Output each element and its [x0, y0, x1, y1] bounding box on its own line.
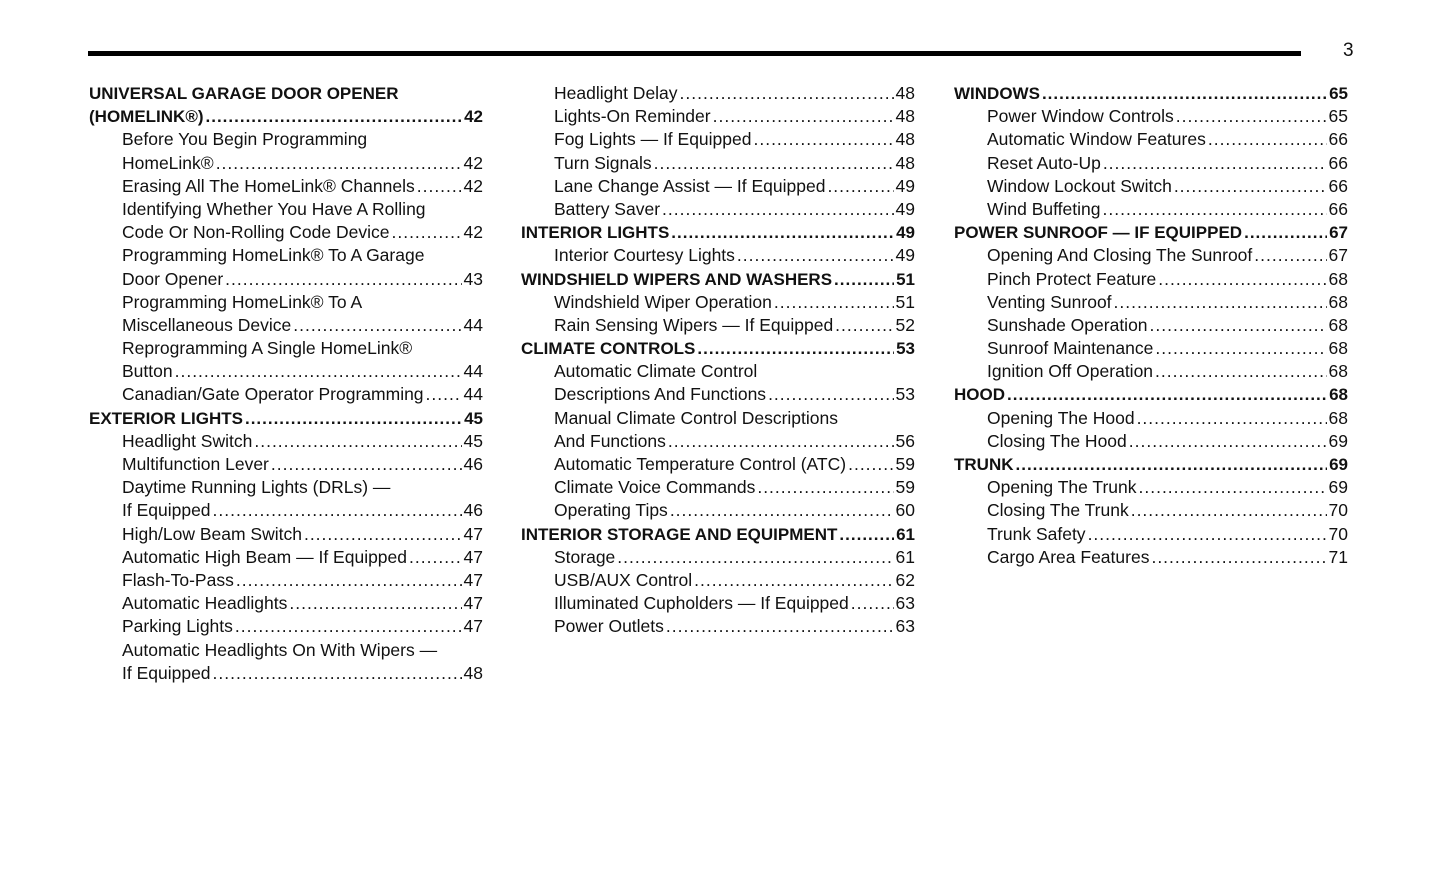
dot-leader	[1244, 221, 1327, 244]
dot-leader	[304, 523, 462, 546]
toc-entry-title: Headlight Switch	[122, 430, 253, 451]
toc-entry-line: Programming HomeLink® To A	[122, 291, 363, 312]
toc-section-entry[interactable]	[954, 82, 1348, 105]
toc-entry-title: INTERIOR STORAGE AND EQUIPMENT	[521, 524, 838, 544]
dot-leader	[213, 662, 462, 685]
toc-page-number: 45	[463, 430, 483, 451]
toc-page-number: 68	[1328, 268, 1348, 289]
toc-page-number: 47	[463, 523, 483, 544]
toc-page-number: 51	[895, 291, 915, 312]
toc-section-heading: UNIVERSAL GARAGE DOOR OPENER	[89, 84, 399, 103]
toc-page-number: 65	[1329, 84, 1348, 103]
toc-page-number: 48	[895, 83, 915, 103]
toc-entry-title: Windshield Wiper Operation	[554, 291, 772, 312]
toc-entry-title: Erasing All The HomeLink® Channels	[122, 175, 415, 196]
dot-leader	[671, 221, 894, 244]
toc-entry-title: Multifunction Lever	[122, 454, 269, 474]
toc-entry[interactable]	[89, 268, 483, 291]
toc-page-number: 45	[464, 408, 483, 428]
toc-section-entry[interactable]	[89, 407, 483, 430]
toc-page-number: 48	[895, 152, 915, 173]
toc-entry-title: Canadian/Gate Operator Programming	[122, 384, 424, 405]
toc-entry-title: TRUNK	[954, 455, 1014, 474]
toc-page-number: 68	[1328, 338, 1348, 359]
dot-leader	[236, 569, 462, 592]
toc-page-number: 59	[895, 477, 915, 498]
toc-page-number: 47	[463, 546, 483, 567]
toc-page-number: 42	[463, 222, 483, 243]
dot-leader	[409, 546, 462, 569]
toc-entry-title: Miscellaneous Device	[122, 314, 292, 335]
toc-page-number: 68	[1328, 291, 1348, 312]
toc-entry-title: Pinch Protect Feature	[987, 268, 1157, 289]
toc-page-number: 68	[1329, 385, 1348, 405]
toc-entry-title: Ignition Off Operation	[987, 361, 1154, 382]
dot-leader	[848, 453, 893, 476]
toc-entry[interactable]	[521, 198, 915, 221]
toc-entry[interactable]	[521, 383, 915, 406]
toc-entry-line: Before You Begin Programming	[122, 129, 368, 150]
dot-leader	[417, 175, 462, 198]
toc-entry[interactable]	[89, 175, 483, 198]
toc-section-entry[interactable]	[954, 453, 1348, 476]
toc-entry-title: Power Window Controls	[987, 106, 1174, 127]
toc-entry[interactable]	[521, 499, 915, 522]
toc-entry-title: Window Lockout Switch	[987, 175, 1172, 196]
toc-entry[interactable]	[89, 360, 483, 383]
toc-entry-title: Storage	[554, 546, 616, 567]
toc-section-entry[interactable]	[89, 105, 483, 128]
dot-leader	[1151, 546, 1326, 569]
toc-entry[interactable]	[521, 569, 915, 592]
toc-page-number: 48	[895, 129, 915, 150]
dot-leader	[1139, 476, 1327, 499]
toc-entry-title: Automatic Temperature Control (ATC)	[554, 454, 847, 474]
dot-leader	[1158, 268, 1326, 291]
toc-page-number: 47	[463, 593, 483, 614]
toc-entry[interactable]	[521, 592, 915, 615]
toc-page-number: 61	[896, 524, 915, 544]
toc-entry[interactable]	[521, 314, 915, 337]
dot-leader	[662, 198, 894, 221]
dot-leader	[289, 592, 461, 615]
dot-leader	[235, 615, 462, 638]
dot-leader	[1155, 337, 1326, 360]
toc-entry[interactable]	[954, 198, 1348, 221]
toc-entry-line: Reprogramming A Single HomeLink®	[122, 338, 413, 359]
toc-entry-title: Sunroof Maintenance	[987, 338, 1154, 359]
dot-leader	[851, 592, 894, 615]
dot-leader	[670, 499, 894, 522]
dot-leader	[1088, 523, 1327, 546]
toc-page-number: 70	[1328, 523, 1348, 544]
toc-entry-title: Closing The Trunk	[987, 500, 1129, 521]
toc-page-number: 47	[463, 569, 483, 590]
dot-leader	[1007, 383, 1327, 406]
toc-entry-title: Door Opener	[122, 268, 224, 289]
dot-leader	[1137, 407, 1327, 430]
dot-leader	[827, 175, 893, 198]
toc-entry-title: Wind Buffeting	[987, 198, 1101, 219]
dot-leader	[1155, 360, 1327, 383]
dot-leader	[1129, 430, 1327, 453]
toc-entry-title: Reset Auto-Up	[987, 152, 1101, 173]
toc-entry-title: Turn Signals	[554, 152, 652, 173]
toc-page-number: 66	[1328, 198, 1348, 219]
dot-leader	[1114, 291, 1327, 314]
toc-column-1	[89, 82, 483, 685]
dot-leader	[668, 430, 894, 453]
toc-entry[interactable]	[89, 314, 483, 337]
toc-section-entry[interactable]	[521, 221, 915, 244]
toc-entry[interactable]	[521, 291, 915, 314]
toc-entry[interactable]	[521, 430, 915, 453]
toc-entry-title: Operating Tips	[554, 500, 668, 521]
toc-page-number: 47	[463, 616, 483, 637]
toc-entry[interactable]	[89, 152, 483, 175]
toc-entry[interactable]	[954, 105, 1348, 128]
toc-entry-title: If Equipped	[122, 662, 211, 683]
toc-entry[interactable]	[89, 499, 483, 522]
toc-entry[interactable]	[954, 175, 1348, 198]
toc-entry-title: Descriptions And Functions	[554, 384, 767, 405]
toc-entry[interactable]	[521, 546, 915, 569]
toc-entry[interactable]	[954, 407, 1348, 430]
toc-entry[interactable]	[954, 476, 1348, 499]
dot-leader	[1016, 453, 1328, 476]
toc-entry-title: EXTERIOR LIGHTS	[89, 408, 243, 428]
toc-entry-title: Lane Change Assist — If Equipped	[554, 175, 826, 196]
toc-entry[interactable]	[521, 128, 915, 151]
toc-page-number: 44	[463, 314, 483, 335]
dot-leader	[271, 453, 462, 476]
page-number: 3	[1343, 40, 1354, 61]
toc-page-number: 68	[1328, 361, 1348, 382]
toc-page-number: 69	[1329, 455, 1348, 474]
toc-entry-title: WINDOWS	[954, 84, 1040, 103]
toc-entry[interactable]	[89, 523, 483, 546]
toc-entry[interactable]	[89, 546, 483, 569]
toc-page-number: 53	[896, 339, 915, 359]
toc-entry[interactable]	[954, 244, 1348, 267]
toc-entry-title: Sunshade Operation	[987, 314, 1148, 335]
toc-page-number: 66	[1328, 129, 1348, 150]
toc-entry[interactable]	[89, 221, 483, 244]
toc-entry-title: Cargo Area Features	[987, 546, 1150, 567]
toc-entry-title: HOOD	[954, 385, 1005, 405]
toc-entry[interactable]	[89, 453, 483, 476]
toc-entry[interactable]	[521, 82, 915, 105]
dot-leader	[1103, 152, 1327, 175]
dot-leader	[206, 105, 463, 128]
dot-leader	[391, 221, 461, 244]
dot-leader	[175, 360, 462, 383]
toc-page-number: 66	[1328, 152, 1348, 173]
toc-entry-title: Opening The Hood	[987, 407, 1135, 428]
toc-page-number: 42	[463, 152, 483, 173]
toc-entry[interactable]	[89, 592, 483, 615]
toc-page-number: 67	[1328, 245, 1348, 266]
dot-leader	[426, 383, 462, 406]
toc-entry-title: (HOMELINK®)	[89, 107, 204, 127]
toc-entry-line: Programming HomeLink® To A Garage	[122, 245, 425, 266]
toc-entry-line: Automatic Headlights On With Wipers —	[122, 639, 438, 660]
dot-leader	[1150, 314, 1327, 337]
toc-column-3	[954, 82, 1348, 569]
toc-entry[interactable]	[954, 523, 1348, 546]
toc-entry[interactable]	[89, 615, 483, 638]
toc-page-number: 67	[1329, 223, 1348, 243]
toc-entry-line: Manual Climate Control Descriptions	[554, 407, 838, 428]
toc-entry-title: INTERIOR LIGHTS	[521, 223, 670, 243]
toc-entry-title: If Equipped	[122, 500, 211, 521]
dot-leader	[834, 268, 894, 291]
dot-leader	[835, 314, 893, 337]
toc-page-number: 71	[1328, 546, 1348, 567]
toc-page-number: 49	[895, 198, 915, 219]
dot-leader	[617, 546, 893, 569]
toc-page-number: 69	[1328, 477, 1348, 498]
toc-entry-title: POWER SUNROOF — IF EQUIPPED	[954, 223, 1243, 243]
toc-page-number: 49	[895, 175, 915, 196]
toc-page-number: 48	[463, 662, 483, 683]
toc-section-entry[interactable]	[954, 221, 1348, 244]
toc-page-number: 43	[463, 268, 483, 289]
dot-leader	[293, 314, 461, 337]
header-rule	[88, 51, 1301, 56]
dot-leader	[1174, 175, 1327, 198]
toc-entry[interactable]	[954, 268, 1348, 291]
toc-entry-title: Automatic High Beam — If Equipped	[122, 546, 408, 567]
toc-page-number: 65	[1328, 106, 1348, 127]
toc-entry-title: Climate Voice Commands	[554, 477, 756, 498]
toc-section-entry[interactable]	[954, 383, 1348, 406]
toc-entry[interactable]	[954, 337, 1348, 360]
toc-entry-title: WINDSHIELD WIPERS AND WASHERS	[521, 269, 833, 289]
toc-page-number: 68	[1328, 407, 1348, 428]
toc-entry-title: Venting Sunroof	[987, 291, 1112, 312]
toc-page-number: 52	[895, 314, 915, 335]
toc-entry-title: Battery Saver	[554, 198, 661, 219]
toc-entry[interactable]	[521, 453, 915, 476]
toc-entry-title: Opening And Closing The Sunroof	[987, 245, 1253, 266]
toc-entry-title: Interior Courtesy Lights	[554, 245, 735, 266]
toc-entry-title: Illuminated Cupholders — If Equipped	[554, 593, 849, 614]
toc-page-number: 63	[895, 616, 915, 637]
toc-entry-title: Parking Lights	[122, 616, 233, 637]
toc-entry[interactable]	[89, 662, 483, 685]
dot-leader	[1131, 499, 1327, 522]
toc-entry[interactable]	[954, 291, 1348, 314]
toc-entry-title: Rain Sensing Wipers — If Equipped	[554, 314, 834, 335]
toc-entry[interactable]	[954, 128, 1348, 151]
toc-entry-title: Headlight Delay	[554, 83, 678, 103]
dot-leader	[774, 291, 894, 314]
toc-page-number: 56	[895, 430, 915, 451]
toc-entry-title: CLIMATE CONTROLS	[521, 339, 696, 359]
toc-entry[interactable]	[521, 105, 915, 128]
toc-page-number: 69	[1328, 430, 1348, 451]
toc-entry-title: Automatic Window Features	[987, 129, 1206, 150]
dot-leader	[737, 244, 894, 267]
toc-page-number: 68	[1328, 314, 1348, 335]
dot-leader	[694, 569, 893, 592]
dot-leader	[697, 337, 894, 360]
toc-page-number: 46	[463, 500, 483, 521]
toc-entry-title: High/Low Beam Switch	[122, 523, 302, 544]
dot-leader	[225, 268, 461, 291]
dot-leader	[1208, 128, 1327, 151]
toc-entry-title: Fog Lights — If Equipped	[554, 129, 752, 150]
toc-page-number: 49	[896, 223, 915, 243]
toc-section-entry[interactable]	[521, 523, 915, 546]
toc-entry-title: Opening The Trunk	[987, 477, 1137, 498]
toc-page-number: 61	[895, 546, 915, 567]
toc-entry[interactable]	[89, 430, 483, 453]
toc-entry-title: HomeLink®	[122, 152, 214, 173]
toc-entry[interactable]	[954, 546, 1348, 569]
dot-leader	[680, 82, 894, 105]
dot-leader	[713, 105, 894, 128]
dot-leader	[757, 476, 893, 499]
toc-entry-title: Lights-On Reminder	[554, 106, 711, 127]
toc-page-number: 70	[1328, 500, 1348, 521]
toc-entry-title: Button	[122, 361, 173, 382]
toc-page-number: 59	[895, 454, 915, 474]
toc-entry[interactable]	[521, 476, 915, 499]
toc-column-2	[521, 82, 915, 639]
dot-leader	[768, 383, 893, 406]
toc-entry-title: USB/AUX Control	[554, 569, 693, 590]
toc-entry[interactable]	[954, 152, 1348, 175]
toc-entry-line: Daytime Running Lights (DRLs) —	[122, 477, 391, 498]
toc-page-number: 42	[463, 175, 483, 196]
toc-entry[interactable]	[954, 360, 1348, 383]
toc-page-number: 48	[895, 106, 915, 127]
dot-leader	[245, 407, 462, 430]
toc-page-number: 44	[463, 384, 483, 405]
toc-entry[interactable]	[521, 175, 915, 198]
toc-page-number: 44	[463, 361, 483, 382]
toc-entry[interactable]	[954, 499, 1348, 522]
toc-section-entry[interactable]	[521, 337, 915, 360]
toc-entry[interactable]	[954, 314, 1348, 337]
toc-page-number: 42	[464, 107, 483, 127]
dot-leader	[654, 152, 894, 175]
toc-entry[interactable]	[89, 569, 483, 592]
toc-page-number: 63	[895, 593, 915, 614]
toc-page-number: 53	[895, 384, 915, 405]
dot-leader	[216, 152, 462, 175]
dot-leader	[753, 128, 893, 151]
toc-page-number: 49	[895, 245, 915, 266]
toc-entry-title: And Functions	[554, 430, 666, 451]
toc-entry[interactable]	[521, 615, 915, 638]
toc-entry-title: Power Outlets	[554, 616, 664, 637]
toc-entry[interactable]	[954, 430, 1348, 453]
dot-leader	[1042, 82, 1327, 105]
dot-leader	[666, 615, 894, 638]
toc-section-entry[interactable]	[521, 268, 915, 291]
toc-entry-title: Closing The Hood	[987, 430, 1127, 451]
toc-entry[interactable]	[521, 152, 915, 175]
toc-entry-title: Trunk Safety	[987, 523, 1086, 544]
toc-page-number: 46	[463, 454, 483, 474]
dot-leader	[1176, 105, 1327, 128]
toc-page-number: 51	[896, 269, 915, 289]
dot-leader	[254, 430, 461, 453]
toc-page-number: 60	[895, 500, 915, 521]
toc-entry-title: Code Or Non-Rolling Code Device	[122, 222, 390, 243]
toc-entry-title: Flash-To-Pass	[122, 569, 234, 590]
toc-entry-title: Automatic Headlights	[122, 593, 288, 614]
dot-leader	[213, 499, 462, 522]
dot-leader	[1103, 198, 1327, 221]
toc-page-number: 66	[1328, 175, 1348, 196]
toc-entry-line: Automatic Climate Control	[554, 361, 758, 382]
toc-entry-line: Identifying Whether You Have A Rolling	[122, 198, 426, 219]
toc-entry[interactable]	[521, 244, 915, 267]
toc-page-number: 62	[895, 569, 915, 590]
dot-leader	[839, 523, 894, 546]
dot-leader	[1254, 244, 1326, 267]
toc-entry[interactable]	[89, 383, 483, 406]
